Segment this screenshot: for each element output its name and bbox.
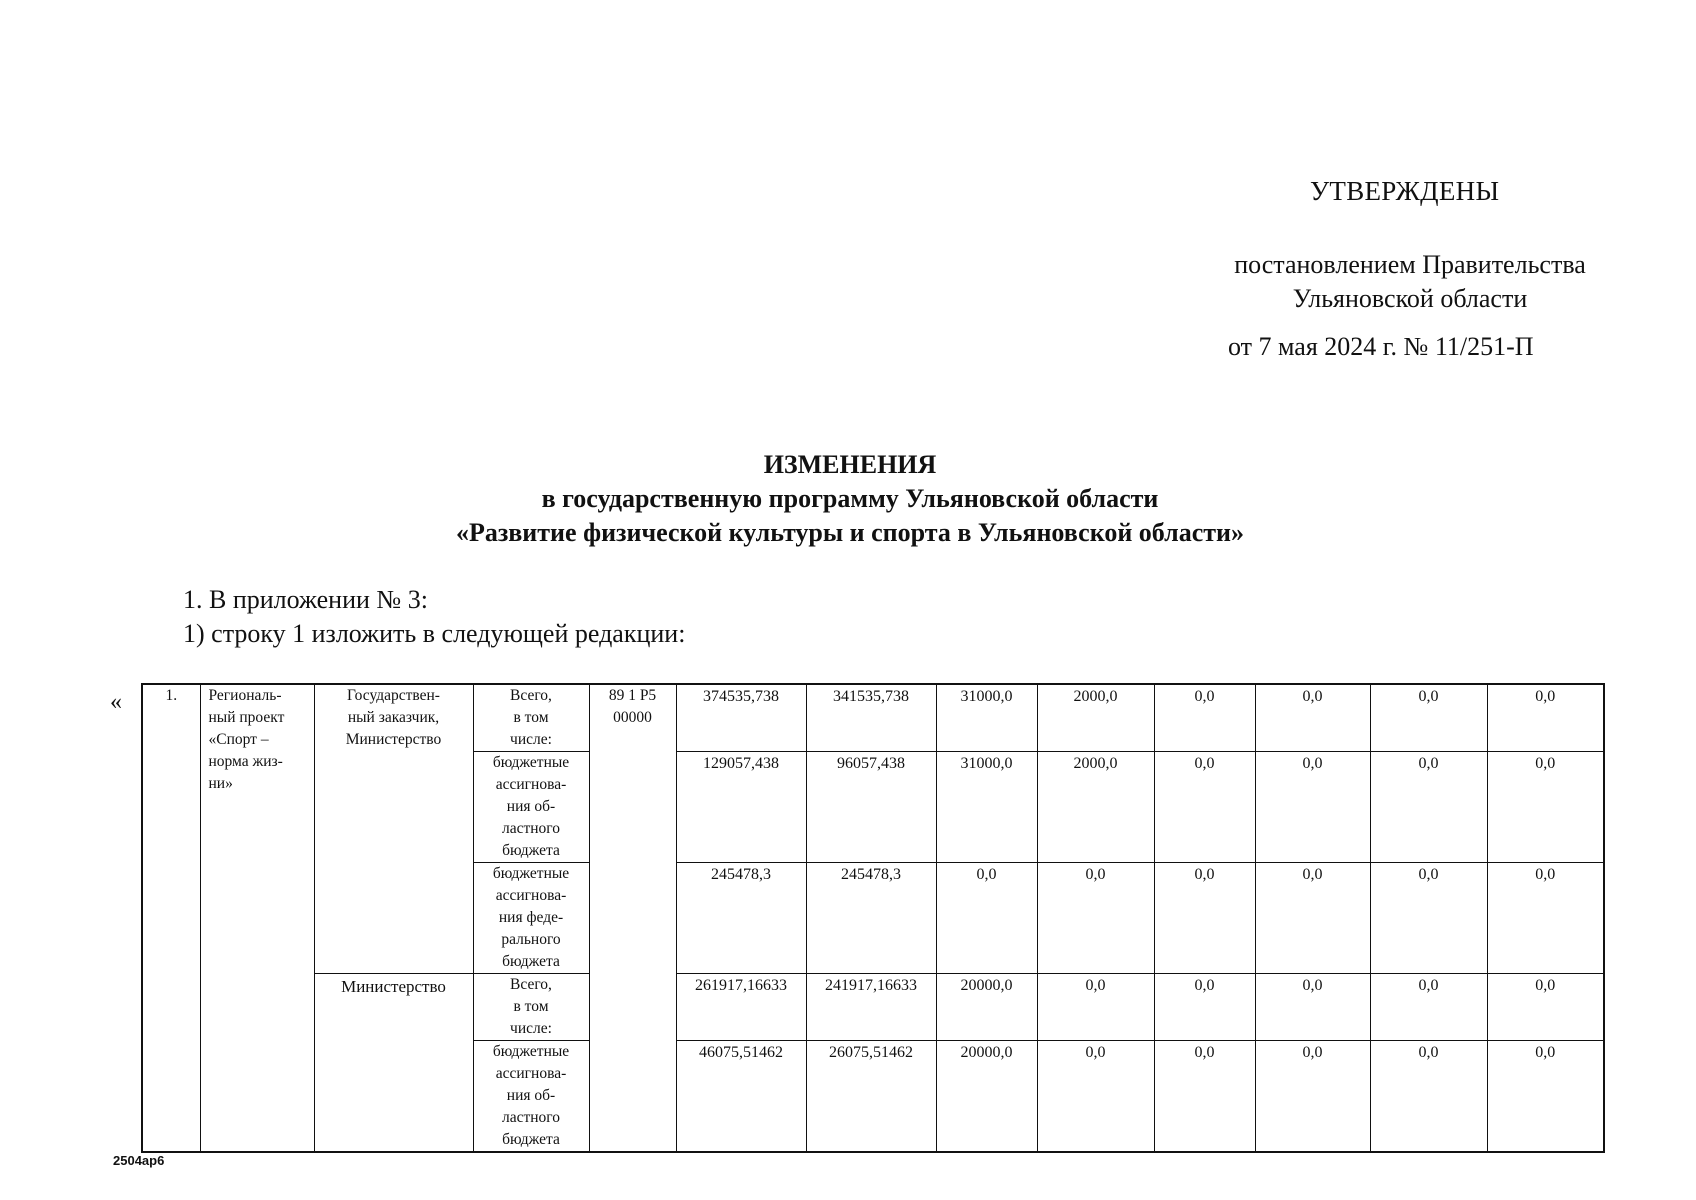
source-cell: Всего, в том числе: — [473, 974, 589, 1041]
value-cell: 129057,438 — [676, 752, 806, 863]
row-number: 1. — [142, 684, 200, 1152]
value-cell: 0,0 — [1487, 752, 1604, 863]
value-cell: 0,0 — [1154, 1041, 1255, 1153]
value-cell: 0,0 — [1487, 974, 1604, 1041]
value-cell: 46075,51462 — [676, 1041, 806, 1153]
value-cell: 0,0 — [1370, 863, 1487, 974]
value-cell: 31000,0 — [936, 752, 1037, 863]
value-cell: 245478,3 — [806, 863, 936, 974]
value-cell: 0,0 — [1255, 974, 1370, 1041]
value-cell: 374535,738 — [676, 684, 806, 752]
value-cell: 245478,3 — [676, 863, 806, 974]
funding-table — [141, 683, 1605, 1153]
value-cell: 2000,0 — [1037, 684, 1154, 752]
value-cell: 26075,51462 — [806, 1041, 936, 1153]
opening-quote: « — [110, 689, 122, 715]
value-cell: 20000,0 — [936, 974, 1037, 1041]
footer-code: 2504ар6 — [113, 1153, 165, 1168]
source-cell: бюджетные ассигнова- ния об- ластного бюджета — [473, 1041, 589, 1153]
ministry-cell: Министерство — [314, 974, 473, 1153]
source-cell: Всего, в том числе: — [473, 684, 589, 752]
customer-cell: Государствен- ный заказчик, Министерство — [314, 684, 473, 974]
value-cell: 0,0 — [1370, 684, 1487, 752]
budget-code: 89 1 Р5 00000 — [589, 684, 676, 1152]
value-cell: 241917,16633 — [806, 974, 936, 1041]
value-cell: 0,0 — [1037, 863, 1154, 974]
approval-date: от 7 мая 2024 г. № 11/251-П — [1228, 332, 1534, 361]
value-cell: 0,0 — [1370, 752, 1487, 863]
approval-title: УТВЕРЖДЕНЫ — [1310, 176, 1500, 206]
value-cell: 0,0 — [1487, 863, 1604, 974]
item-1-subitem-1: 1) строку 1 изложить в следующей редакции: — [183, 619, 686, 648]
heading-program-name: «Развитие физической культуры и спорта в Ульяновской области» — [455, 518, 1245, 547]
source-cell: бюджетные ассигнова- ния феде- рального бюджета — [473, 863, 589, 974]
table-row — [142, 684, 1604, 752]
approval-decree: постановлением Правительства Ульяновской области — [1234, 250, 1586, 313]
project-name: Региональ- ный проект «Спорт – норма жиз- ни» — [200, 684, 314, 1152]
value-cell: 341535,738 — [806, 684, 936, 752]
value-cell: 31000,0 — [936, 684, 1037, 752]
value-cell: 20000,0 — [936, 1041, 1037, 1153]
value-cell: 0,0 — [1154, 863, 1255, 974]
heading-title: ИЗМЕНЕНИЯ — [763, 450, 937, 479]
value-cell: 0,0 — [1154, 752, 1255, 863]
value-cell: 0,0 — [1154, 974, 1255, 1041]
value-cell: 0,0 — [1370, 974, 1487, 1041]
value-cell: 0,0 — [1255, 863, 1370, 974]
value-cell: 0,0 — [1255, 752, 1370, 863]
table-row — [142, 974, 1604, 1041]
value-cell: 0,0 — [1370, 1041, 1487, 1153]
value-cell: 0,0 — [936, 863, 1037, 974]
value-cell: 261917,16633 — [676, 974, 806, 1041]
value-cell: 0,0 — [1487, 1041, 1604, 1153]
document-heading — [300, 448, 1400, 550]
value-cell: 0,0 — [1255, 684, 1370, 752]
source-cell: бюджетные ассигнова- ния об- ластного бюджета — [473, 752, 589, 863]
value-cell: 0,0 — [1255, 1041, 1370, 1153]
value-cell: 0,0 — [1037, 1041, 1154, 1153]
value-cell: 0,0 — [1487, 684, 1604, 752]
value-cell: 2000,0 — [1037, 752, 1154, 863]
item-1: 1. В приложении № 3: — [183, 585, 428, 614]
value-cell: 0,0 — [1154, 684, 1255, 752]
heading-subtitle: в государственную программу Ульяновской области — [541, 484, 1159, 513]
value-cell: 96057,438 — [806, 752, 936, 863]
value-cell: 0,0 — [1037, 974, 1154, 1041]
